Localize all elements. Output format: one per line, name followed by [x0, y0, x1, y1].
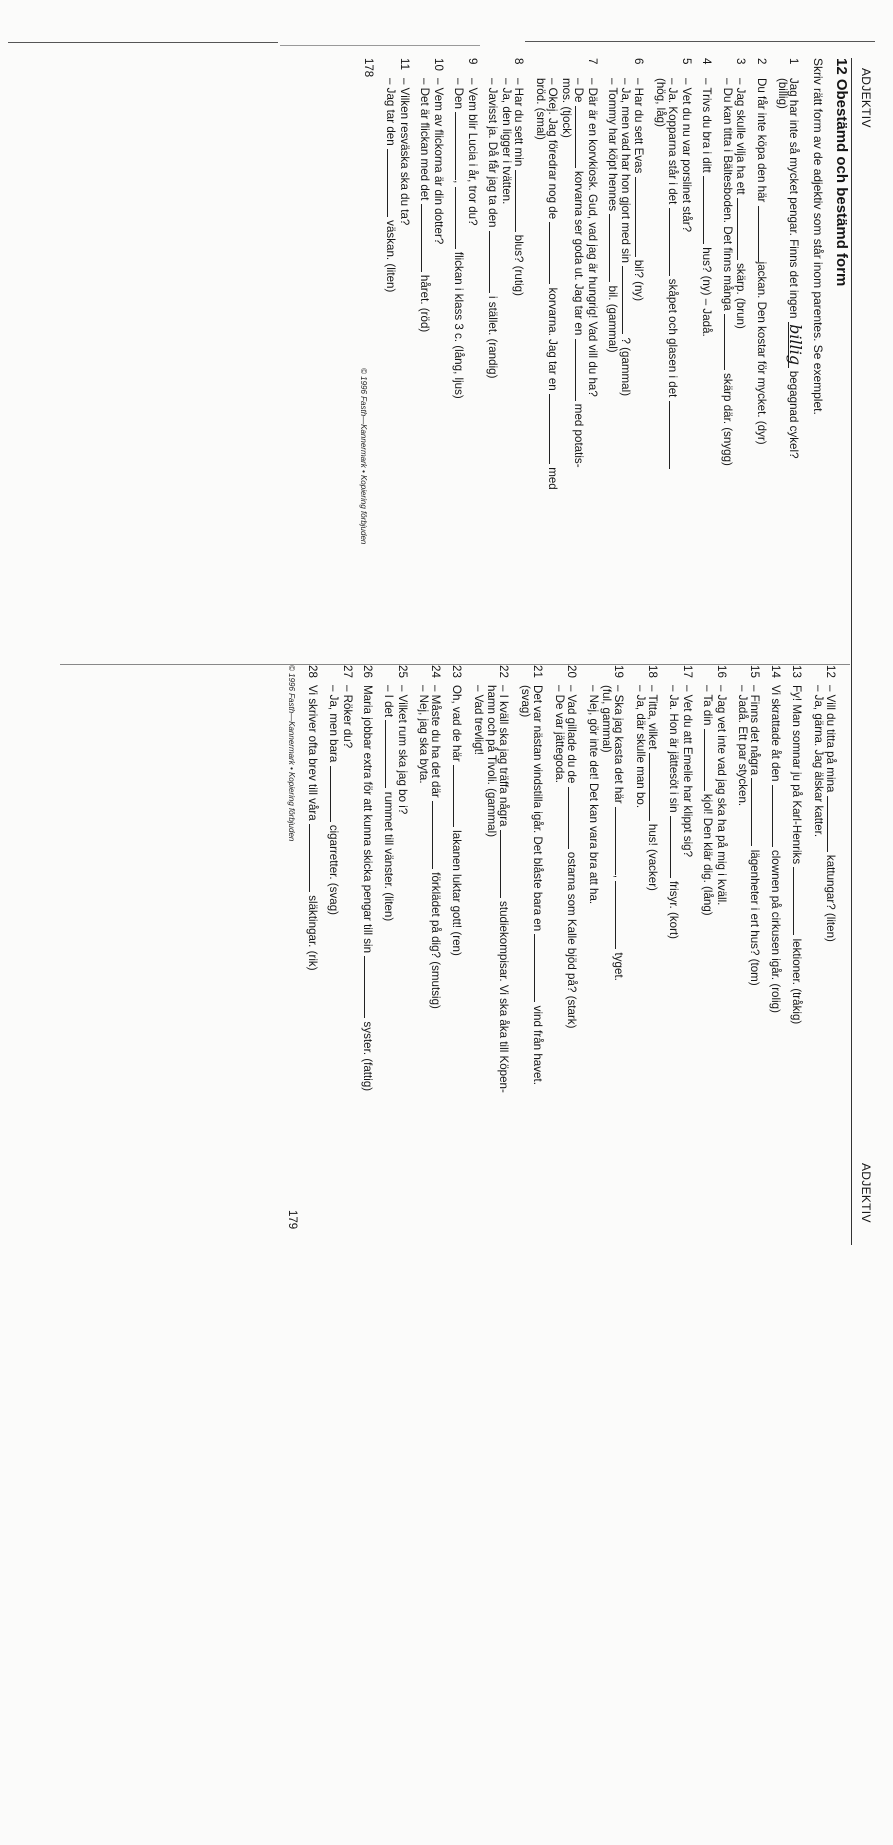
exercise-line: (billig): [776, 78, 789, 109]
exercise-line: – Nej, jag ska byta.: [417, 685, 430, 784]
answer-blank[interactable]: [534, 934, 545, 1002]
answer-blank[interactable]: [622, 266, 633, 334]
exercise-line: – Nej, gör inte det! Det kan vara bra att ha.: [587, 685, 600, 905]
answer-blank[interactable]: [385, 720, 396, 788]
answer-blank[interactable]: [704, 729, 715, 791]
exercise-line: 21Det var nästan vindstilla igår. Det blåste bara en vind från havet.: [531, 665, 544, 1085]
header-rule: [851, 665, 852, 1245]
exercise-line: – Jag tar den väskan. (liten): [384, 78, 397, 293]
answer-blank[interactable]: [669, 208, 680, 276]
exercise-line: 4– Trivs du bra i ditt hus? (ny) – Jadå.: [700, 58, 713, 337]
exercise-line: mos. (tjock): [560, 78, 573, 138]
exercise-line: (svag): [519, 685, 532, 718]
exercise-line: 13Fy! Man somnar ju på Karl-Henriks lektioner. (tråkig): [790, 665, 803, 1025]
exercise-line: 18– Titta, vilket hus! (vacker): [646, 665, 659, 891]
section-header: ADJEKTIV: [859, 68, 873, 128]
answer-blank[interactable]: [615, 807, 626, 875]
exercise-line: 7– Där är en korvkiosk. Gud, vad jag är hungrig! Vad vill du ha?: [586, 58, 599, 397]
exercise-line: hamn och på Tivoli. (gammal): [485, 685, 498, 838]
exercise-line: – De korvarna ser goda ut. Jag tar en med potatis-: [572, 78, 585, 468]
answer-blank[interactable]: [432, 801, 443, 869]
exercise-line: 26Maria jobbar extra för att kunna skicka pengar till sin syster. (fattig): [361, 665, 374, 1092]
exercise-line: 19– Ska jag kasta det här , tyget.: [612, 665, 625, 981]
answer-blank[interactable]: [635, 177, 646, 257]
exercise-line: (ful, gammal): [600, 685, 613, 753]
answer-blank[interactable]: [670, 816, 681, 878]
copyright-footer: © 1996 Fasth—Kannermark • Kopiering förbjuden: [287, 665, 296, 842]
answer-blank[interactable]: [751, 778, 762, 846]
answer-blank[interactable]: [737, 198, 748, 260]
right-page: [286, 665, 873, 1845]
answer-blank[interactable]: [489, 231, 500, 293]
answer-blank[interactable]: [568, 787, 579, 849]
exercise-line: 3– Jag skulle vilja ha ett skärp. (brun): [734, 58, 747, 329]
exercise-line: – Ja, där skulle man bo.: [634, 685, 647, 809]
exercise-line: 5– Vet du nu var porslinet står?: [680, 58, 693, 233]
exercise-line: – Den , flickan i klass 3 c. (lång, ljus): [452, 78, 465, 399]
exercise-line: – De var jättegoda.: [553, 685, 566, 783]
answer-blank[interactable]: [793, 867, 804, 935]
answer-blank[interactable]: [575, 339, 586, 401]
exercise-line: – Ja, den ligger i tvätten.: [500, 78, 513, 205]
exercise-line: 2Du får inte köpa den här jackan. Den kostar för mycket. (dyr): [755, 58, 768, 445]
answer-blank[interactable]: [575, 106, 586, 168]
answer-blank[interactable]: [500, 830, 511, 898]
answer-blank[interactable]: [609, 214, 620, 282]
exercise-line: 11– Vilken resväska ska du ta?: [398, 58, 411, 226]
exercise-line: 6– Har du sett Evas bil? (ny): [632, 58, 645, 302]
answer-blank[interactable]: [827, 796, 838, 852]
exercise-line: – Ja, men vad har hon gjort med sin ? (gammal): [619, 78, 632, 397]
exercise-line: – Det är flickan med det håret. (röd): [418, 78, 431, 333]
answer-blank[interactable]: [309, 824, 320, 892]
answer-blank[interactable]: [387, 149, 398, 217]
answer-blank[interactable]: [455, 112, 466, 180]
exercise-line: 23Oh, vad de här lakanen luktar gott! (ren): [450, 665, 463, 956]
answer-blank[interactable]: [758, 206, 769, 262]
exercise-line: – Ja, men bara cigarretter. (svag): [327, 685, 340, 916]
answer-blank[interactable]: [615, 881, 626, 949]
answer-blank[interactable]: [453, 765, 464, 827]
answer-blank[interactable]: [515, 170, 526, 232]
answer-blank[interactable]: [330, 766, 341, 822]
exercise-line: – Javisst ja. Då får jag ta den i stället. (randig): [486, 78, 499, 379]
exercise-line: 10– Vem av flickorna är din dotter?: [432, 58, 445, 245]
exercise-line: (hög, låg): [654, 78, 667, 127]
answer-blank[interactable]: [724, 314, 735, 370]
exercise-line: 16– Jag vet inte vad jag ska ha på mig i kväll.: [715, 665, 728, 906]
answer-blank[interactable]: [421, 204, 432, 272]
exercise-line: – Vad trevligt!: [472, 685, 485, 756]
page-number: 179: [286, 1210, 298, 1230]
exercise-line: 17– Vet du att Emelie har klippt sig?: [681, 665, 694, 858]
exercise-line: 14Vi skrattade åt den clownen på cirkusen igår. (rolig): [769, 665, 782, 1013]
answer-blank[interactable]: [455, 187, 466, 249]
exercise-line: – Jadå. Ett par stycken.: [736, 685, 749, 807]
exercise-line: 25– Vilket rum ska jag bo i?: [396, 665, 409, 815]
exercise-line: 9– Vem blir Lucia i år, tror du?: [466, 58, 479, 226]
exercise-line: – Tommy har köpt hennes bil. (gammal): [606, 78, 619, 353]
exercise-line: bröd. (smal): [534, 78, 547, 140]
exercise-line: – Ja. Hon är jättesöt i sin frisyr. (kort): [667, 685, 680, 940]
exercise-line: 8– Har du sett min blus? (rutig): [512, 58, 525, 296]
exercise-line: – I det rummet till vänster. (liten): [382, 685, 395, 922]
exercise-line: 22– I kväll ska jag träffa några studiekompisar. Vi ska åka till Köpen-: [497, 665, 510, 1093]
exercise-line: – Ta din kjol! Den klär dig. (lång): [701, 685, 714, 916]
answer-blank[interactable]: [364, 956, 375, 1018]
answer-blank[interactable]: [549, 222, 560, 284]
answer-blank[interactable]: [772, 785, 783, 847]
exercise-line: – Ja, gärna. Jag älskar katter.: [812, 685, 825, 838]
exercise-line: 24– Måste du ha det där förklädet på dig? (smutsig): [429, 665, 442, 1009]
exercise-line: 28Vi skriver ofta brev till våra släktingar. (rik): [306, 665, 319, 971]
exercise-line: 20– Vad gillade du de ostarna som Kalle bjöd på? (stark): [565, 665, 578, 1029]
instruction: Skriv rätt form av de adjektiv som står inom parentes. Se exemplet.: [811, 58, 825, 415]
copyright-footer: © 1996 Fasth—Kannermark • Kopiering förbjuden: [359, 368, 368, 545]
handwritten-answer: billig: [788, 322, 802, 368]
page-number: 178: [362, 58, 374, 78]
exercise-line: 12– Vill du titta på mina kattungar? (liten): [824, 665, 837, 942]
exercise-title: 12 Obestämd och bestämd form: [833, 58, 850, 287]
exercise-line: 27– Röker du?: [341, 665, 354, 749]
exercise-line: 1Jag har inte så mycket pengar. Finns det ingen billig begagnad cykel?: [786, 58, 805, 459]
answer-blank[interactable]: [703, 176, 714, 244]
exercise-line: – Ja. Kopparna står i det skåpet och glasen i det: [666, 78, 680, 469]
section-header: ADJEKTIV: [859, 1163, 873, 1223]
exercise-line: 15– Finns det några lägenheter i ert hus? (tom): [748, 665, 761, 986]
answer-blank[interactable]: [549, 394, 560, 464]
answer-blank[interactable]: [649, 753, 660, 821]
exercise-line: – Okej. Jag föredrar nog de korvarna. Jag tar en med: [546, 78, 559, 490]
exercise-line: – Du kan titta i Bältesboden. Det finns många skärp där. (snygg): [721, 78, 734, 466]
answer-blank[interactable]: [669, 401, 680, 469]
